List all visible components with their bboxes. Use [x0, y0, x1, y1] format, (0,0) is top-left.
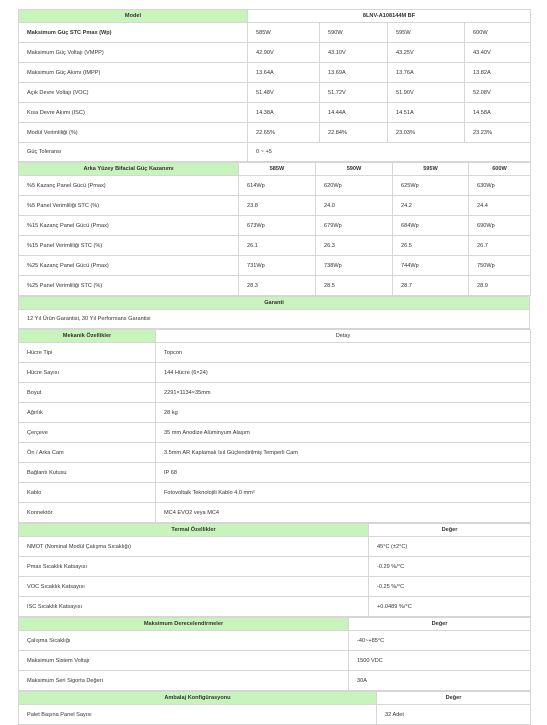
- bifacial-row-value: 690Wp: [469, 216, 531, 236]
- bifacial-row-value: 26.5: [393, 236, 469, 256]
- spec-row: [19, 23, 531, 43]
- model-label: Model: [19, 10, 248, 23]
- mechanical-row-label: Bağlantı Kutusu: [19, 463, 156, 483]
- bifacial-title: Arka Yüzey Bifacial Güç Kazanımı: [19, 163, 239, 176]
- bifacial-row-value: 614Wp: [239, 176, 316, 196]
- max-ratings-row: [19, 671, 531, 691]
- thermal-value-header: Değer: [369, 524, 531, 537]
- thermal-row-value: -0.25 %/°C: [369, 577, 531, 597]
- bifacial-row-value: 28.3: [239, 276, 316, 296]
- mechanical-row-value: MC4 EVO2 veya MC4: [156, 503, 531, 523]
- max-ratings-row-label: Maksimum Seri Sigorta Değeri: [19, 671, 349, 691]
- spec-row-value: 51.72V: [320, 83, 388, 103]
- warranty-table: [18, 296, 530, 329]
- mechanical-row-label: Boyut: [19, 383, 156, 403]
- mechanical-row-value: 35 mm Anodize Alüminyum Alaşım: [156, 423, 531, 443]
- spec-row-value: 14.38A: [248, 103, 320, 123]
- warranty-title: Garanti: [19, 297, 530, 310]
- spec-row-value: 13.82A: [465, 63, 531, 83]
- max-ratings-row: [19, 631, 531, 651]
- bifacial-header-row: [19, 163, 531, 176]
- mechanical-row: [19, 403, 531, 423]
- bifacial-row-label: %15 Panel Verimliliği STC (%): [19, 236, 239, 256]
- bifacial-row: [19, 276, 531, 296]
- model-value: 8LNV-A108144M BF: [248, 10, 531, 23]
- spec-row: [19, 63, 531, 83]
- spec-row-value: 22.84%: [320, 123, 388, 143]
- max-ratings-table: [18, 617, 531, 691]
- max-ratings-value-header: Değer: [349, 618, 531, 631]
- thermal-row-value: +0.0489 %/°C: [369, 597, 531, 617]
- mechanical-row-value: 28 kg: [156, 403, 531, 423]
- bifacial-row-value: 684Wp: [393, 216, 469, 236]
- bifacial-row: [19, 256, 531, 276]
- warranty-header-row: [19, 297, 530, 310]
- spec-row-value: 590W: [320, 23, 388, 43]
- max-ratings-row-value: -40~+85°C: [349, 631, 531, 651]
- mechanical-title: Mekanik Özellikler: [19, 330, 156, 343]
- bifacial-row-label: %25 Kazanç Panel Gücü (Pmax): [19, 256, 239, 276]
- spec-row-label: Maksimum Güç STC Pmax (Wp): [19, 23, 248, 43]
- spec-row-value: 13.64A: [248, 63, 320, 83]
- thermal-row-label: Pmax Sıcaklık Katsayısı: [19, 557, 369, 577]
- mechanical-row-label: Ön / Arka Cam: [19, 443, 156, 463]
- thermal-row: [19, 577, 531, 597]
- max-ratings-row-value: 1500 VDC: [349, 651, 531, 671]
- bifacial-row-value: 744Wp: [393, 256, 469, 276]
- mechanical-row-value: Fotovoltaik Teknolojili Kablo 4.0 mm²: [156, 483, 531, 503]
- max-ratings-row: [19, 651, 531, 671]
- bifacial-row-value: 24.4: [469, 196, 531, 216]
- warranty-text: 12 Yıl Ürün Garantisi, 30 Yıl Performans Garantisi: [19, 310, 530, 329]
- spec-row-value: 52.08V: [465, 83, 531, 103]
- mechanical-row: [19, 463, 531, 483]
- spec-row-value: 51.90V: [388, 83, 465, 103]
- spec-row-label: Kısa Devre Akımı (ISC): [19, 103, 248, 123]
- spec-row-value: 43.10V: [320, 43, 388, 63]
- packaging-table: [18, 691, 531, 725]
- bifacial-col-header: 590W: [316, 163, 393, 176]
- bifacial-row-label: %5 Panel Verimliliği STC (%): [19, 196, 239, 216]
- spec-row-value: 600W: [465, 23, 531, 43]
- bifacial-col-header: 595W: [393, 163, 469, 176]
- thermal-row-label: NMOT (Nominal Modül Çalışma Sıcaklığı): [19, 537, 369, 557]
- spec-row-label: Maksimum Güç Voltajı (VMPP): [19, 43, 248, 63]
- bifacial-row-value: 679Wp: [316, 216, 393, 236]
- bifacial-row-label: %25 Panel Verimliliği STC (%): [19, 276, 239, 296]
- packaging-header-row: [19, 692, 531, 705]
- tolerance-value: 0 ~ +5: [248, 143, 531, 162]
- bifacial-row-value: 673Wp: [239, 216, 316, 236]
- bifacial-row-value: 28.9: [469, 276, 531, 296]
- bifacial-row-value: 28.7: [393, 276, 469, 296]
- spec-row-label: Açık Devre Voltajı (VOC): [19, 83, 248, 103]
- model-header-row: [19, 10, 531, 23]
- mechanical-row: [19, 423, 531, 443]
- mechanical-table: [18, 329, 531, 523]
- mechanical-row-value: Topcon: [156, 343, 531, 363]
- mechanical-row: [19, 443, 531, 463]
- thermal-row: [19, 557, 531, 577]
- mechanical-row-label: Kablo: [19, 483, 156, 503]
- bifacial-row: [19, 236, 531, 256]
- spec-row-value: 14.51A: [388, 103, 465, 123]
- spec-row: [19, 123, 531, 143]
- thermal-title: Termal Özellikler: [19, 524, 369, 537]
- bifacial-row-value: 26.3: [316, 236, 393, 256]
- bifacial-row: [19, 196, 531, 216]
- datasheet: [18, 9, 530, 725]
- mechanical-detail-header: Detay: [156, 330, 531, 343]
- mechanical-row-label: Hücre Sayısı: [19, 363, 156, 383]
- thermal-row: [19, 537, 531, 557]
- mechanical-row-value: 3.5mm AR Kaplamalı Isıl Güçlendirilmiş Temperli Cam: [156, 443, 531, 463]
- bifacial-row-value: 738Wp: [316, 256, 393, 276]
- bifacial-row-value: 620Wp: [316, 176, 393, 196]
- spec-row-value: 43.40V: [465, 43, 531, 63]
- bifacial-gain-table: [18, 162, 531, 296]
- mechanical-row: [19, 503, 531, 523]
- bifacial-row-value: 731Wp: [239, 256, 316, 276]
- mechanical-row-label: Ağırlık: [19, 403, 156, 423]
- max-ratings-header-row: [19, 618, 531, 631]
- bifacial-row-value: 28.5: [316, 276, 393, 296]
- spec-row-value: 13.76A: [388, 63, 465, 83]
- max-ratings-title: Maksimum Derecelendirmeler: [19, 618, 349, 631]
- bifacial-col-header: 585W: [239, 163, 316, 176]
- bifacial-row-value: 23.8: [239, 196, 316, 216]
- thermal-header-row: [19, 524, 531, 537]
- thermal-table: [18, 523, 531, 617]
- packaging-row-value: 32 Adet: [377, 705, 531, 725]
- mechanical-row-value: 144 Hücre (6×24): [156, 363, 531, 383]
- spec-row: [19, 43, 531, 63]
- bifacial-col-header: 600W: [469, 163, 531, 176]
- spec-row-value: 14.44A: [320, 103, 388, 123]
- bifacial-row-label: %5 Kazanç Panel Gücü (Pmax): [19, 176, 239, 196]
- mechanical-row-label: Hücre Tipi: [19, 343, 156, 363]
- bifacial-row-value: 26.7: [469, 236, 531, 256]
- thermal-row-label: ISC Sıcaklık Katsayısı: [19, 597, 369, 617]
- mechanical-row-value: IP 68: [156, 463, 531, 483]
- thermal-row-label: VOC Sıcaklık Katsayısı: [19, 577, 369, 597]
- mechanical-row-label: Çerçeve: [19, 423, 156, 443]
- mechanical-row-value: 2291×1134×35mm: [156, 383, 531, 403]
- spec-row-value: 23.23%: [465, 123, 531, 143]
- spec-row-value: 595W: [388, 23, 465, 43]
- spec-row-value: 22.65%: [248, 123, 320, 143]
- bifacial-row-value: 24.0: [316, 196, 393, 216]
- mechanical-header-row: [19, 330, 531, 343]
- spec-row-value: 43.25V: [388, 43, 465, 63]
- packaging-row-label: Palet Başına Panel Sayısı: [19, 705, 377, 725]
- thermal-row-value: 45°C (±2°C): [369, 537, 531, 557]
- thermal-row: [19, 597, 531, 617]
- spec-row-label: Maksimum Güç Akımı (IMPP): [19, 63, 248, 83]
- bifacial-row-value: 625Wp: [393, 176, 469, 196]
- spec-row-value: 42.90V: [248, 43, 320, 63]
- mechanical-row: [19, 363, 531, 383]
- spec-row: [19, 103, 531, 123]
- spec-row-value: 51.48V: [248, 83, 320, 103]
- packaging-value-header: Değer: [377, 692, 531, 705]
- mechanical-row: [19, 343, 531, 363]
- bifacial-row-value: 630Wp: [469, 176, 531, 196]
- packaging-title: Ambalaj Konfigürasyonu: [19, 692, 377, 705]
- mechanical-row-label: Konnektör: [19, 503, 156, 523]
- max-ratings-row-label: Maksimum Sistem Voltajı: [19, 651, 349, 671]
- mechanical-row: [19, 483, 531, 503]
- bifacial-row: [19, 216, 531, 236]
- electrical-spec-table: [18, 9, 531, 162]
- bifacial-row: [19, 176, 531, 196]
- mechanical-row: [19, 383, 531, 403]
- max-ratings-row-value: 30A: [349, 671, 531, 691]
- bifacial-row-value: 26.1: [239, 236, 316, 256]
- spec-row: [19, 83, 531, 103]
- spec-row-value: 14.58A: [465, 103, 531, 123]
- bifacial-row-value: 750Wp: [469, 256, 531, 276]
- thermal-row-value: -0.29 %/°C: [369, 557, 531, 577]
- warranty-row: [19, 310, 530, 329]
- spec-row-label: Modül Verimliliği (%): [19, 123, 248, 143]
- bifacial-row-label: %15 Kazanç Panel Gücü (Pmax): [19, 216, 239, 236]
- tolerance-row: [19, 143, 531, 162]
- bifacial-row-value: 24.2: [393, 196, 469, 216]
- spec-row-value: 23.03%: [388, 123, 465, 143]
- tolerance-label: Güç Toleransı: [19, 143, 248, 162]
- max-ratings-row-label: Çalışma Sıcaklığı: [19, 631, 349, 651]
- spec-row-value: 585W: [248, 23, 320, 43]
- spec-row-value: 13.69A: [320, 63, 388, 83]
